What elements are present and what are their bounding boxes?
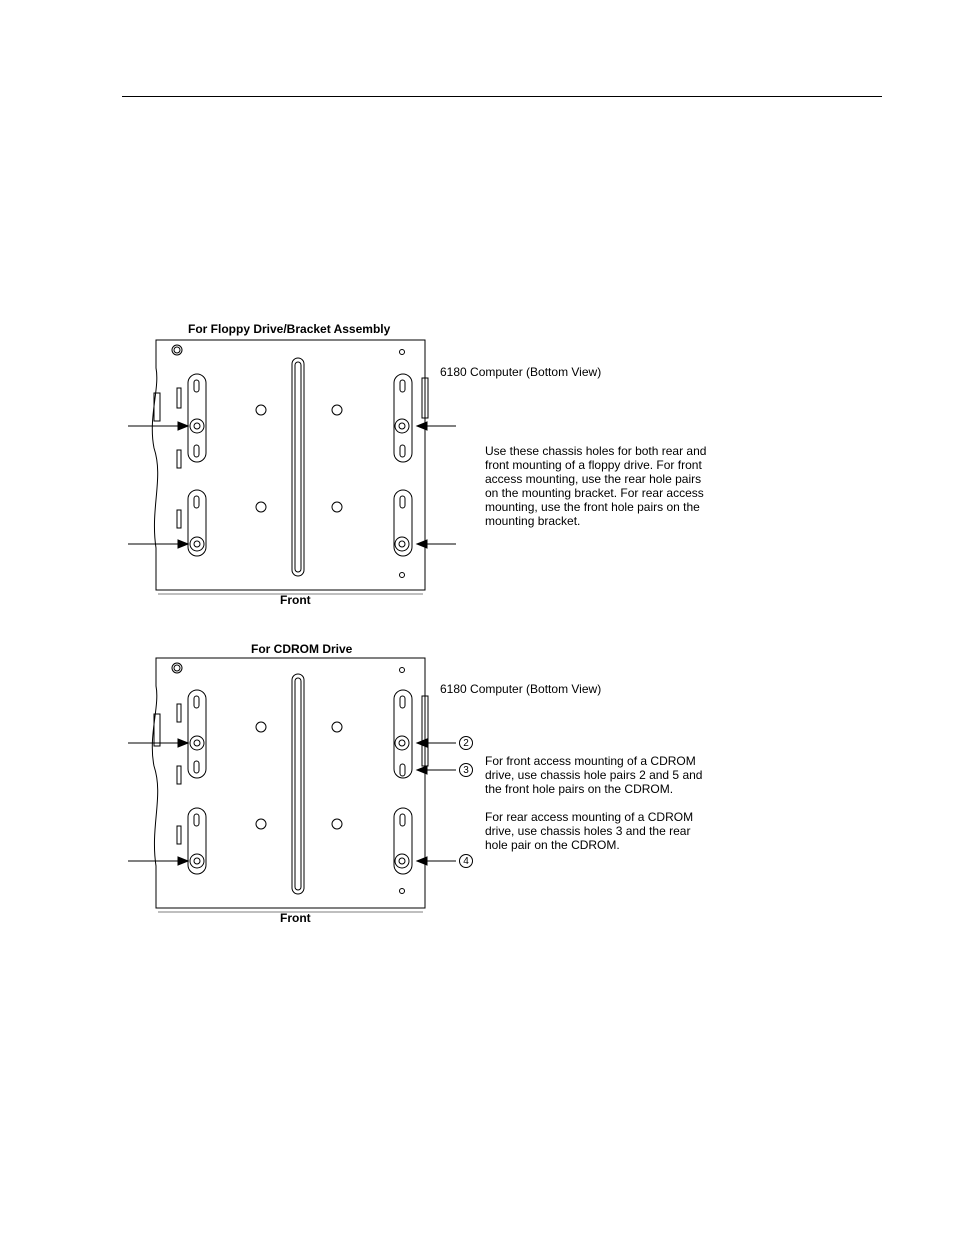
chassis-hole: [332, 405, 342, 415]
note-line: access mounting, use the rear hole pairs: [485, 472, 702, 486]
corner-hole: [400, 350, 405, 355]
mount-hole: [395, 736, 409, 750]
chassis-hole: [256, 819, 266, 829]
note-line: front mounting of a floppy drive. For front: [485, 458, 702, 472]
mount-hole: [395, 854, 409, 868]
note-line: For front access mounting of a CDROM: [485, 754, 696, 768]
note-line: mounting bracket.: [485, 514, 581, 528]
mount-hole: [190, 537, 204, 551]
mount-bracket: [394, 490, 412, 556]
chassis-hole: [256, 502, 266, 512]
callout-3: 3: [459, 763, 473, 777]
cdrom-chassis-drawing: [120, 656, 460, 916]
mount-hole: [190, 854, 204, 868]
slot-tab: [177, 388, 181, 408]
slot-tab: [177, 510, 181, 528]
slot-tab: [177, 766, 181, 784]
chassis-outline: [152, 340, 425, 590]
cdrom-view-label: 6180 Computer (Bottom View): [440, 682, 602, 696]
note-line: drive, use chassis hole pairs 2 and 5 and: [485, 768, 703, 782]
cdrom-front-label: Front: [280, 911, 311, 925]
callout-2: 2: [459, 736, 473, 750]
mount-bracket: [188, 374, 206, 462]
chassis-outline: [152, 658, 425, 908]
header-rule: [122, 96, 882, 97]
floppy-front-label: Front: [280, 593, 311, 607]
center-rail: [292, 358, 304, 576]
corner-hole: [400, 668, 405, 673]
cdrom-diagram-title: For CDROM Drive: [251, 642, 353, 656]
cdrom-note: [485, 754, 745, 852]
mount-hole: [395, 419, 409, 433]
note-line: the front hole pairs on the CDROM.: [485, 782, 674, 796]
chassis-hole: [256, 722, 266, 732]
chassis-hole: [332, 502, 342, 512]
mount-hole: [190, 736, 204, 750]
slot-tab: [177, 450, 181, 468]
floppy-view-label: 6180 Computer (Bottom View): [440, 365, 602, 379]
corner-hole: [400, 573, 405, 578]
note-line: drive, use chassis holes 3 and the rear: [485, 824, 691, 838]
chassis-hole: [256, 405, 266, 415]
note-line: on the mounting bracket. For rear access: [485, 486, 704, 500]
center-rail: [292, 674, 304, 894]
slot-tab: [177, 826, 181, 844]
callout-4: 4: [459, 854, 473, 868]
note-line: mounting, use the front hole pairs on the: [485, 500, 700, 514]
note-line: hole pair on the CDROM.: [485, 838, 620, 852]
mount-bracket: [394, 374, 412, 462]
mount-hole: [395, 537, 409, 551]
mount-bracket: [394, 690, 412, 778]
chassis-hole: [332, 819, 342, 829]
mount-hole: [190, 419, 204, 433]
note-line: For rear access mounting of a CDROM: [485, 810, 694, 824]
mount-bracket: [188, 690, 206, 778]
chassis-hole: [332, 722, 342, 732]
floppy-chassis-drawing: [120, 338, 460, 598]
floppy-diagram-title: For Floppy Drive/Bracket Assembly: [188, 322, 391, 336]
corner-hole: [400, 889, 405, 894]
note-line: Use these chassis holes for both rear and: [485, 444, 707, 458]
floppy-note: [485, 444, 745, 528]
slot-tab: [177, 704, 181, 722]
